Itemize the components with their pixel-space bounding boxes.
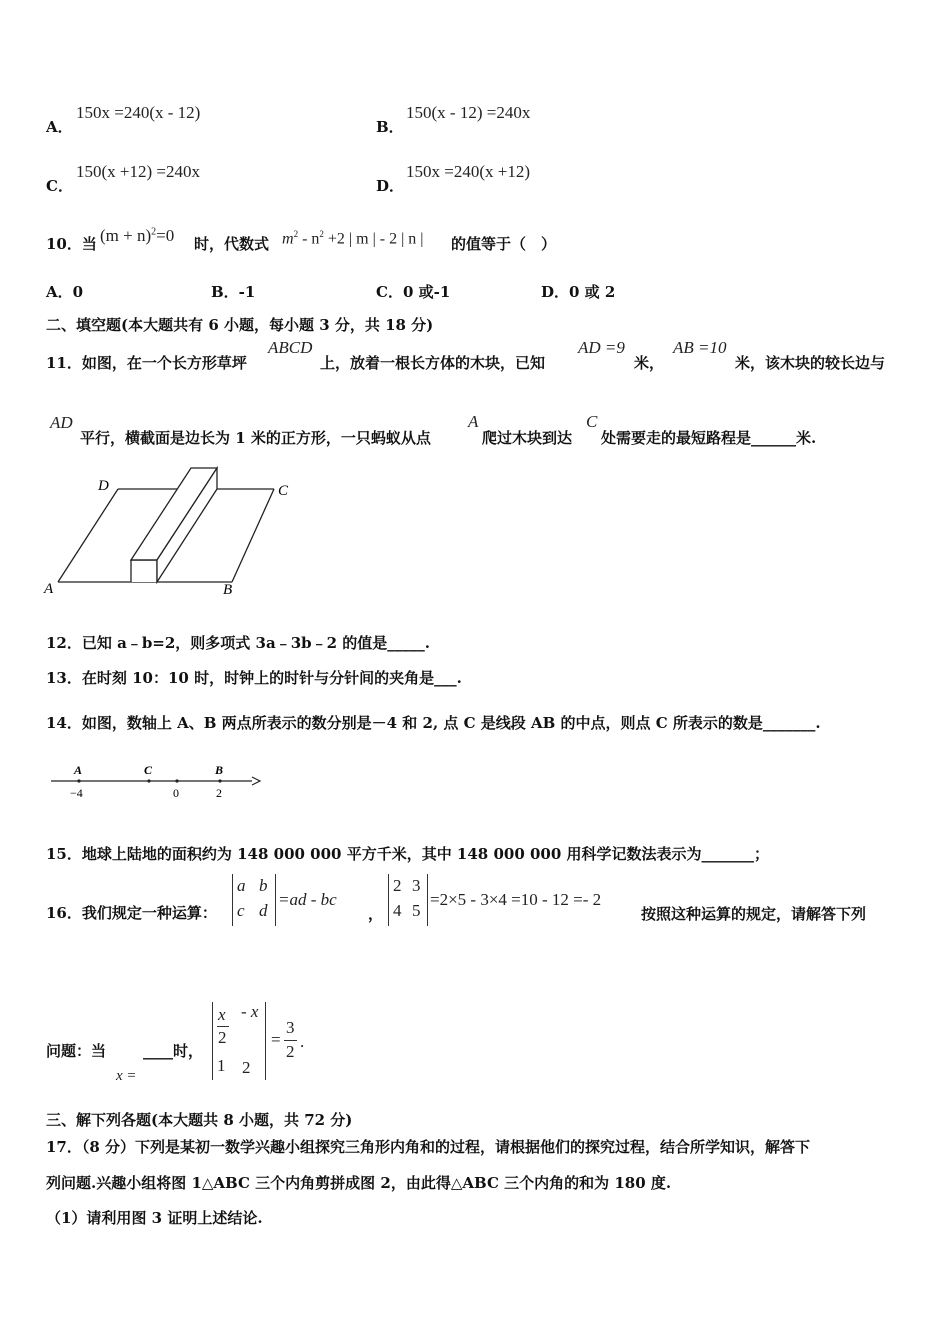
- q17-line-1: 17．（8 分）下列是某初一数学兴趣小组探究三角形内角和的过程，请根据他们的探究过程，结合所学知识，解答下: [46, 1138, 811, 1156]
- det2-b: 3: [412, 876, 421, 895]
- q15-text: 15．地球上陆地的面积约为 148 000 000 平方千米，其中 148 000 000 用科学记数法表示为_______；: [46, 845, 770, 863]
- q11-text-1: 11．如图，在一个长方形草坪: [46, 354, 247, 372]
- q10-condition-rhs: =0: [156, 226, 175, 245]
- det3-a-numerator: x: [218, 1005, 226, 1024]
- q12-text: 12．已知 a﹣b=2，则多项式 3a﹣3b﹣2 的值是_____.: [46, 634, 430, 652]
- q11-math-ab: AB =10: [673, 338, 727, 357]
- option-b-label: B．: [376, 118, 404, 136]
- figure-label-b: B: [223, 582, 233, 598]
- q13-text: 13．在时刻 10：10 时，时钟上的时针与分针间的夹角是___.: [46, 669, 462, 687]
- option-c-label: C．: [46, 177, 73, 195]
- q17-line-3: （1）请利用图 3 证明上述结论.: [46, 1209, 263, 1227]
- q11-math-point-c: C: [586, 412, 598, 431]
- q10-condition: [100, 226, 174, 246]
- q10-expression-exp2: 2: [319, 229, 324, 239]
- q11-text-3: 米，: [634, 354, 665, 372]
- q10-expression-m: m: [282, 230, 294, 248]
- det3-a-denominator: 2: [218, 1028, 227, 1047]
- number-line-tick-0: 0: [173, 786, 179, 800]
- q16-equals: =: [271, 1030, 281, 1049]
- q11-math-point-a: A: [468, 412, 479, 431]
- det3-fraction-bar: [217, 1026, 229, 1027]
- q16-rhs-fraction-bar: [284, 1040, 297, 1041]
- q11-text-4: 米，该木块的较长边与: [735, 354, 886, 372]
- q10-expression: [282, 229, 424, 248]
- det1-c: c: [237, 901, 245, 920]
- q11-text-6: 爬过木块到达: [482, 429, 573, 447]
- option-a-label: A．: [46, 118, 73, 136]
- q16-rhs-numerator: 3: [286, 1018, 295, 1037]
- number-line-tick-neg4: −4: [70, 786, 83, 800]
- option-b-expression: 150(x - 12) =240x: [406, 103, 531, 122]
- q16-text-1: 16．我们规定一种运算：: [46, 904, 217, 922]
- q11-text-7: 处需要走的最短路程是______米.: [601, 429, 817, 447]
- det3-d: 2: [242, 1058, 251, 1077]
- q11-math-ad-2: AD: [50, 413, 73, 432]
- option-a-expression: 150x =240(x - 12): [76, 103, 201, 122]
- figure-label-d: D: [98, 478, 109, 494]
- q14-text: 14．如图，数轴上 A、B 两点所表示的数分别是－4 和 2, 点 C 是线段 AB 的中点，则点 C 所表示的数是_______.: [46, 714, 821, 732]
- q10-expression-n: - n: [302, 230, 320, 248]
- det2-d: 5: [412, 901, 421, 920]
- q10-suffix: 的值等于（ ）: [451, 235, 557, 253]
- section-2-heading: 二、填空题(本大题共有 6 小题，每小题 3 分，共 18 分): [46, 316, 434, 334]
- q10-expression-exp1: 2: [293, 229, 299, 239]
- number-line-label-a: A: [74, 763, 83, 777]
- q10-option-c: C．0 或-1: [376, 283, 451, 301]
- det1-a: a: [237, 876, 246, 895]
- q10-condition-base: (m + n): [100, 226, 152, 245]
- number-line-label-c: C: [144, 763, 153, 777]
- q14-number-line: [46, 758, 266, 804]
- figure-label-c: C: [278, 483, 289, 499]
- option-d-expression: 150x =240(x +12): [406, 162, 530, 181]
- number-line-tick-2: 2: [216, 786, 222, 800]
- q16-det2-rhs: =2×5 - 3×4 =10 - 12 =- 2: [430, 890, 602, 909]
- number-line-label-b: B: [215, 763, 224, 777]
- det3-b: - x: [241, 1002, 259, 1021]
- q10-expression-tail: +2 | m | - 2 | n |: [327, 230, 424, 248]
- q10-condition-exponent: 2: [151, 226, 157, 238]
- q11-text-5: 平行，横截面是边长为 1 米的正方形，一只蚂蚁从点: [80, 429, 431, 447]
- det1-d: d: [259, 901, 268, 920]
- q10-option-b: B．-1: [211, 283, 256, 301]
- q16-blank: ____时，: [143, 1042, 204, 1060]
- q16-text-2: 按照这种运算的规定，请解答下列: [641, 905, 867, 923]
- det2-c: 4: [393, 901, 402, 920]
- det3-c: 1: [217, 1056, 226, 1075]
- q16-rhs-denominator: 2: [286, 1042, 295, 1061]
- q16-determinant-1: [232, 874, 276, 926]
- q16-x-equals: x =: [116, 1068, 137, 1084]
- det1-b: b: [259, 876, 268, 895]
- q11-math-abcd: ABCD: [268, 338, 313, 357]
- section-3-heading: 三、解下列各题(本大题共 8 小题，共 72 分): [46, 1111, 353, 1129]
- q16-det1-rhs: =ad - bc: [278, 890, 337, 909]
- q11-lawn-figure: [40, 462, 310, 602]
- q16-determinant-2: [388, 874, 428, 926]
- q11-text-2: 上，放着一根长方体的木块，已知: [320, 354, 546, 372]
- option-d-label: D．: [376, 177, 405, 195]
- q10-option-a: A．0: [46, 283, 84, 301]
- q10-option-d: D．0 或 2: [541, 283, 616, 301]
- option-c-expression: 150(x +12) =240x: [76, 162, 200, 181]
- det2-a: 2: [393, 876, 402, 895]
- q10-prefix: 10．当: [46, 235, 97, 253]
- q10-middle-text: 时，代数式: [194, 235, 270, 253]
- q11-math-ad: AD =9: [578, 338, 625, 357]
- q16-text-3: 问题：当: [46, 1042, 107, 1060]
- q16-comma: ，: [368, 905, 384, 923]
- q16-determinant-3: [212, 1002, 266, 1080]
- figure-label-a: A: [44, 581, 54, 597]
- q16-period: .: [300, 1032, 305, 1051]
- q17-line-2: 列问题.兴趣小组将图 1△ABC 三个内角剪拼成图 2，由此得△ABC 三个内角的和为 180 度.: [46, 1174, 672, 1192]
